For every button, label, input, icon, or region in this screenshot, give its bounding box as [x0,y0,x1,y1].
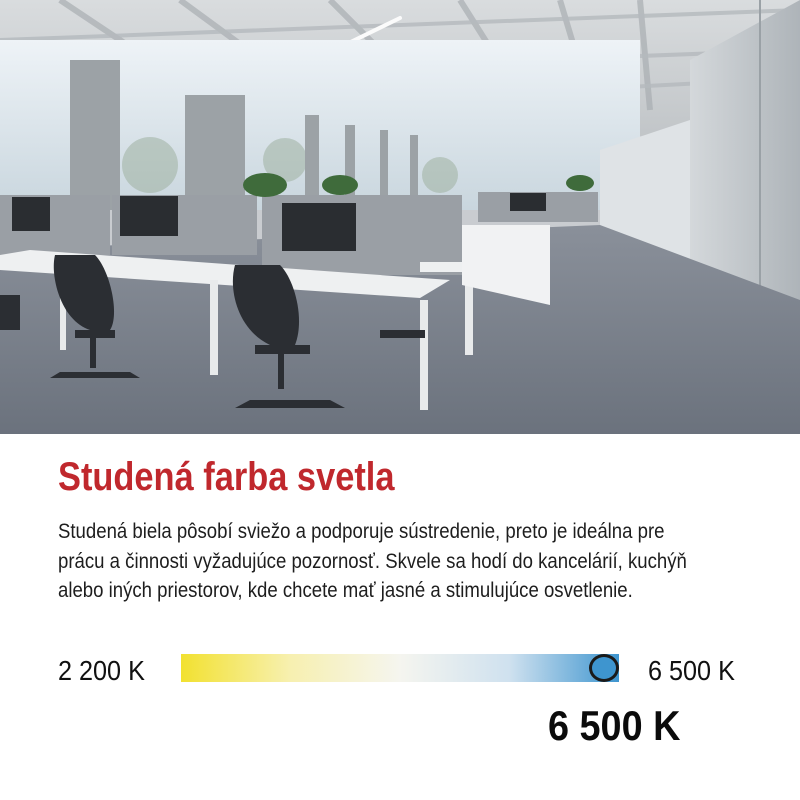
slider-handle[interactable] [589,654,619,682]
temperature-gradient-track[interactable] [181,654,619,682]
description-line: alebo iných priestorov, kde chcete mať jasné a stimulujúce osvetlenie. [58,579,633,602]
page-title: Studená farba svetla [58,455,395,499]
description-line: Studená biela pôsobí sviežo a podporuje sústredenie, preto je ideálna pre [58,520,665,543]
description [58,517,731,606]
temperature-min-label: 2 200 K [58,655,145,686]
description-line: prácu a činnosti vyžadujúce pozornosť. Skvele sa hodí do kancelárií, kuchýň [58,549,687,573]
temperature-max-label: 6 500 K [648,655,735,686]
current-temperature-value: 6 500 K [548,702,681,749]
color-temperature-slider[interactable] [181,654,619,682]
